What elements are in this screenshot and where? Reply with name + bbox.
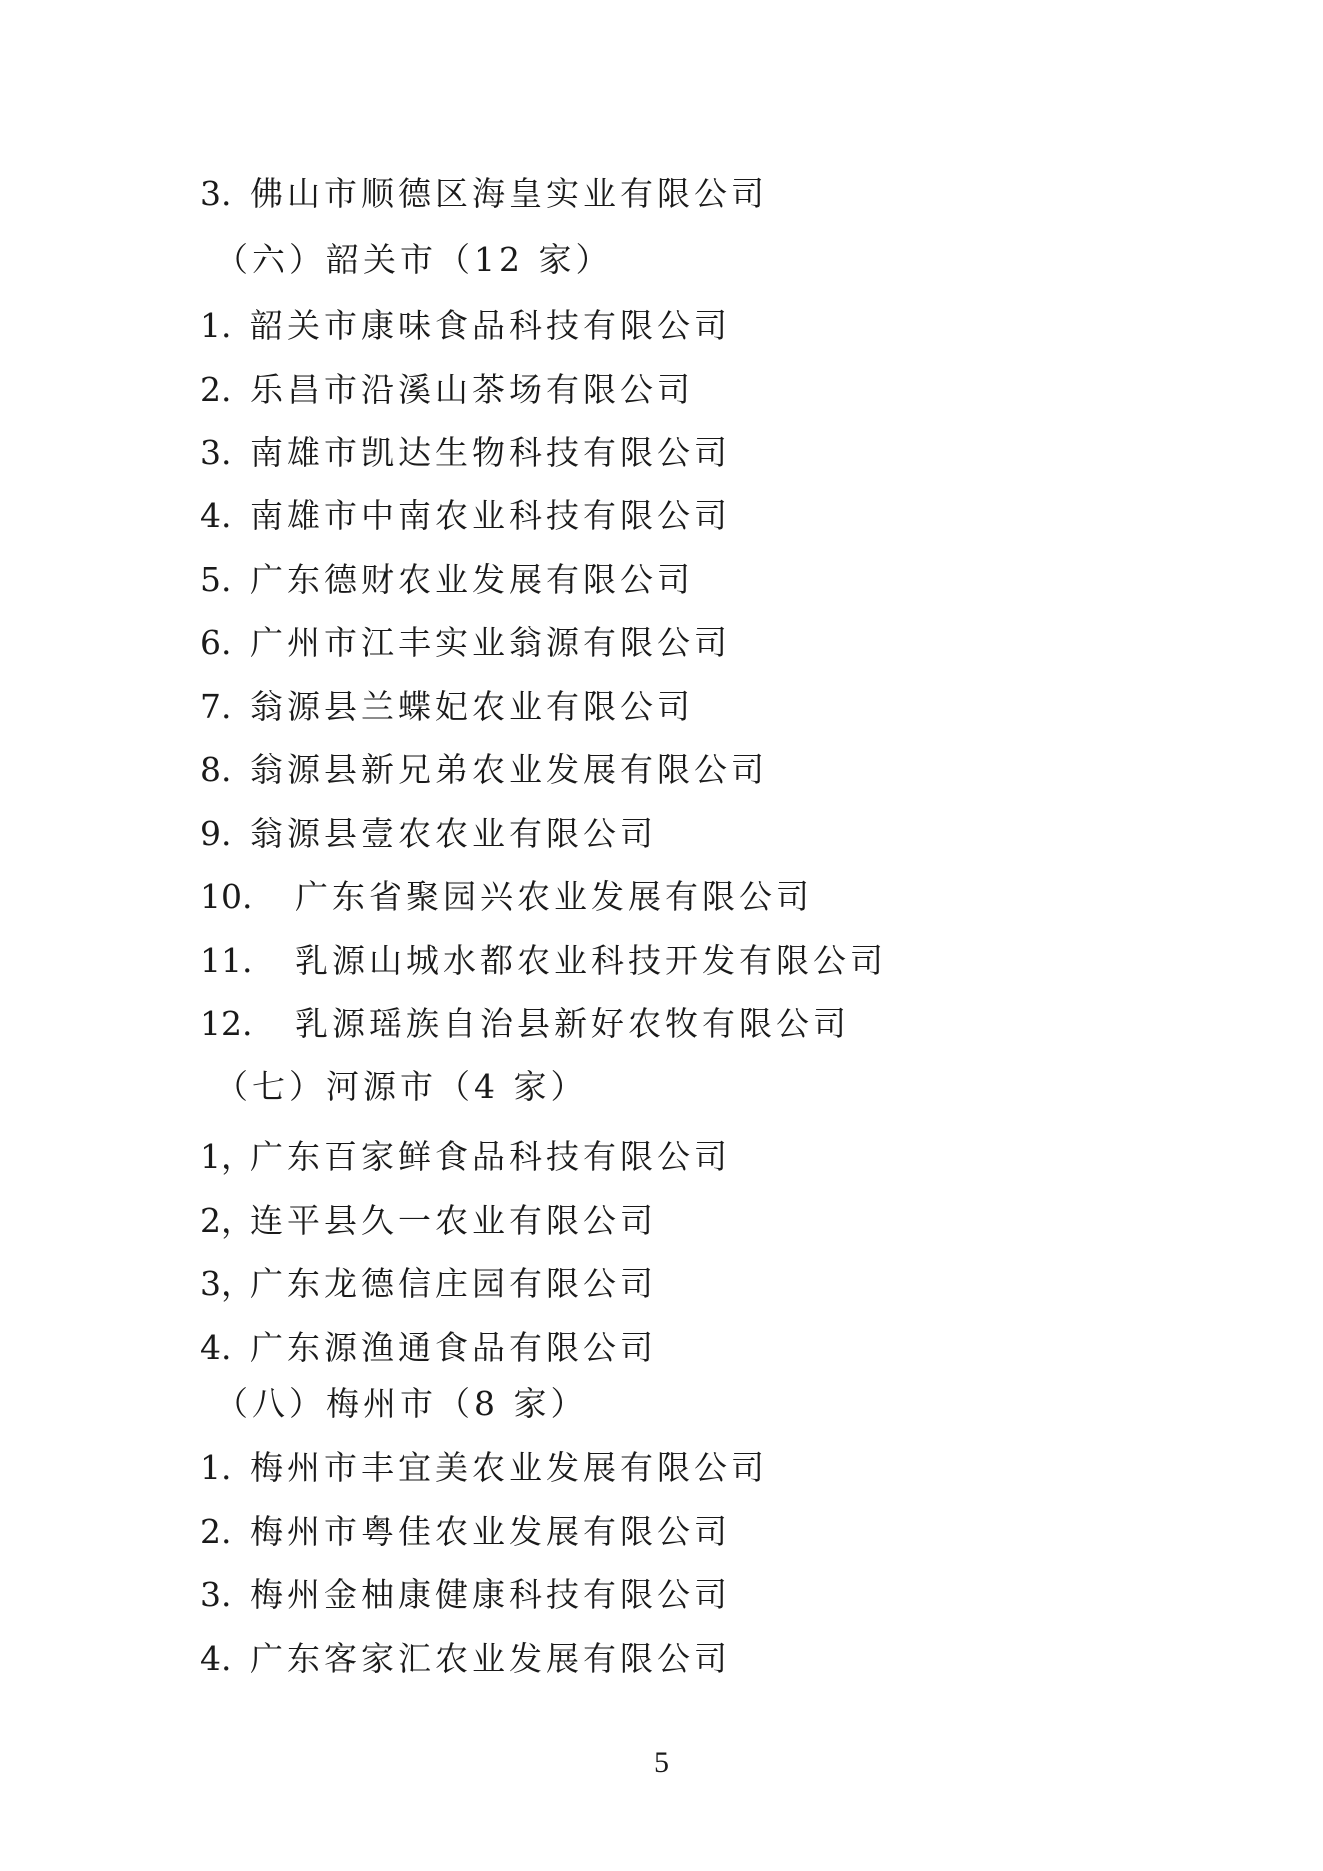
list-item xyxy=(200,941,887,981)
list-item xyxy=(200,623,731,663)
list-item xyxy=(200,1328,657,1368)
company-name: 广东客家汇农业发展有限公司 xyxy=(250,1639,731,1678)
list-item xyxy=(200,496,731,536)
company-name: 翁源县兰蝶妃农业有限公司 xyxy=(250,687,694,726)
section-heading xyxy=(215,240,612,280)
company-name: 翁源县新兄弟农业发展有限公司 xyxy=(250,750,768,789)
company-name: 南雄市中南农业科技有限公司 xyxy=(250,496,731,535)
page-number: 5 xyxy=(654,1746,669,1779)
company-name: 梅州金柚康健康科技有限公司 xyxy=(250,1575,731,1614)
company-name: 广东省聚园兴农业发展有限公司 xyxy=(295,877,813,916)
item-number: 3. xyxy=(200,433,232,472)
item-number: 1， xyxy=(200,1137,254,1176)
item-number: 1. xyxy=(200,1448,232,1487)
list-item xyxy=(200,1004,850,1044)
company-name: 广东龙德信庄园有限公司 xyxy=(250,1264,657,1303)
list-item xyxy=(200,174,768,214)
company-name: 乳源山城水都农业科技开发有限公司 xyxy=(295,941,887,980)
item-number: 1. xyxy=(200,306,232,345)
section-title: （六）韶关市（12 家） xyxy=(215,240,613,279)
item-number: 4. xyxy=(200,496,232,535)
section-heading xyxy=(215,1384,588,1424)
list-item xyxy=(200,370,694,410)
item-number: 3. xyxy=(200,1575,232,1614)
item-number: 12. xyxy=(200,1004,253,1043)
list-item xyxy=(200,1575,731,1615)
item-number: 4. xyxy=(200,1328,232,1367)
item-number: 6. xyxy=(200,623,232,662)
list-item xyxy=(200,1448,768,1488)
list-item xyxy=(200,687,694,727)
item-number: 9. xyxy=(200,814,232,853)
company-name: 广东德财农业发展有限公司 xyxy=(250,560,694,599)
company-name: 广州市江丰实业翁源有限公司 xyxy=(250,623,731,662)
list-item xyxy=(200,1639,731,1679)
list-item xyxy=(200,306,731,346)
item-number: 2. xyxy=(200,1512,232,1551)
company-name: 广东百家鲜食品科技有限公司 xyxy=(250,1137,731,1176)
list-item xyxy=(200,560,694,600)
section-title: （七）河源市（4 家） xyxy=(215,1067,588,1106)
item-number: 2. xyxy=(200,370,232,409)
company-name: 梅州市丰宜美农业发展有限公司 xyxy=(250,1448,768,1487)
item-number: 8. xyxy=(200,750,232,789)
list-item xyxy=(200,1201,657,1241)
list-item xyxy=(200,814,657,854)
company-name: 佛山市顺德区海皇实业有限公司 xyxy=(250,174,768,213)
company-name: 梅州市粤佳农业发展有限公司 xyxy=(250,1512,731,1551)
list-item xyxy=(200,1264,657,1304)
item-number: 5. xyxy=(200,560,232,599)
list-item xyxy=(200,433,731,473)
section-title: （八）梅州市（8 家） xyxy=(215,1384,588,1423)
company-name: 连平县久一农业有限公司 xyxy=(250,1201,657,1240)
section-heading xyxy=(215,1067,588,1107)
company-name: 南雄市凯达生物科技有限公司 xyxy=(250,433,731,472)
company-name: 韶关市康味食品科技有限公司 xyxy=(250,306,731,345)
item-number: 2， xyxy=(200,1201,254,1240)
list-item xyxy=(200,750,768,790)
company-name: 乐昌市沿溪山茶场有限公司 xyxy=(250,370,694,409)
list-item xyxy=(200,877,813,917)
item-number: 3， xyxy=(200,1264,254,1303)
list-item xyxy=(200,1137,731,1177)
item-number: 11. xyxy=(200,941,253,980)
item-number: 3. xyxy=(200,174,232,213)
item-number: 7. xyxy=(200,687,232,726)
company-name: 乳源瑶族自治县新好农牧有限公司 xyxy=(295,1004,850,1043)
item-number: 4. xyxy=(200,1639,232,1678)
company-name: 广东源渔通食品有限公司 xyxy=(250,1328,657,1367)
item-number: 10. xyxy=(200,877,253,916)
company-name: 翁源县壹农农业有限公司 xyxy=(250,814,657,853)
list-item xyxy=(200,1512,731,1552)
